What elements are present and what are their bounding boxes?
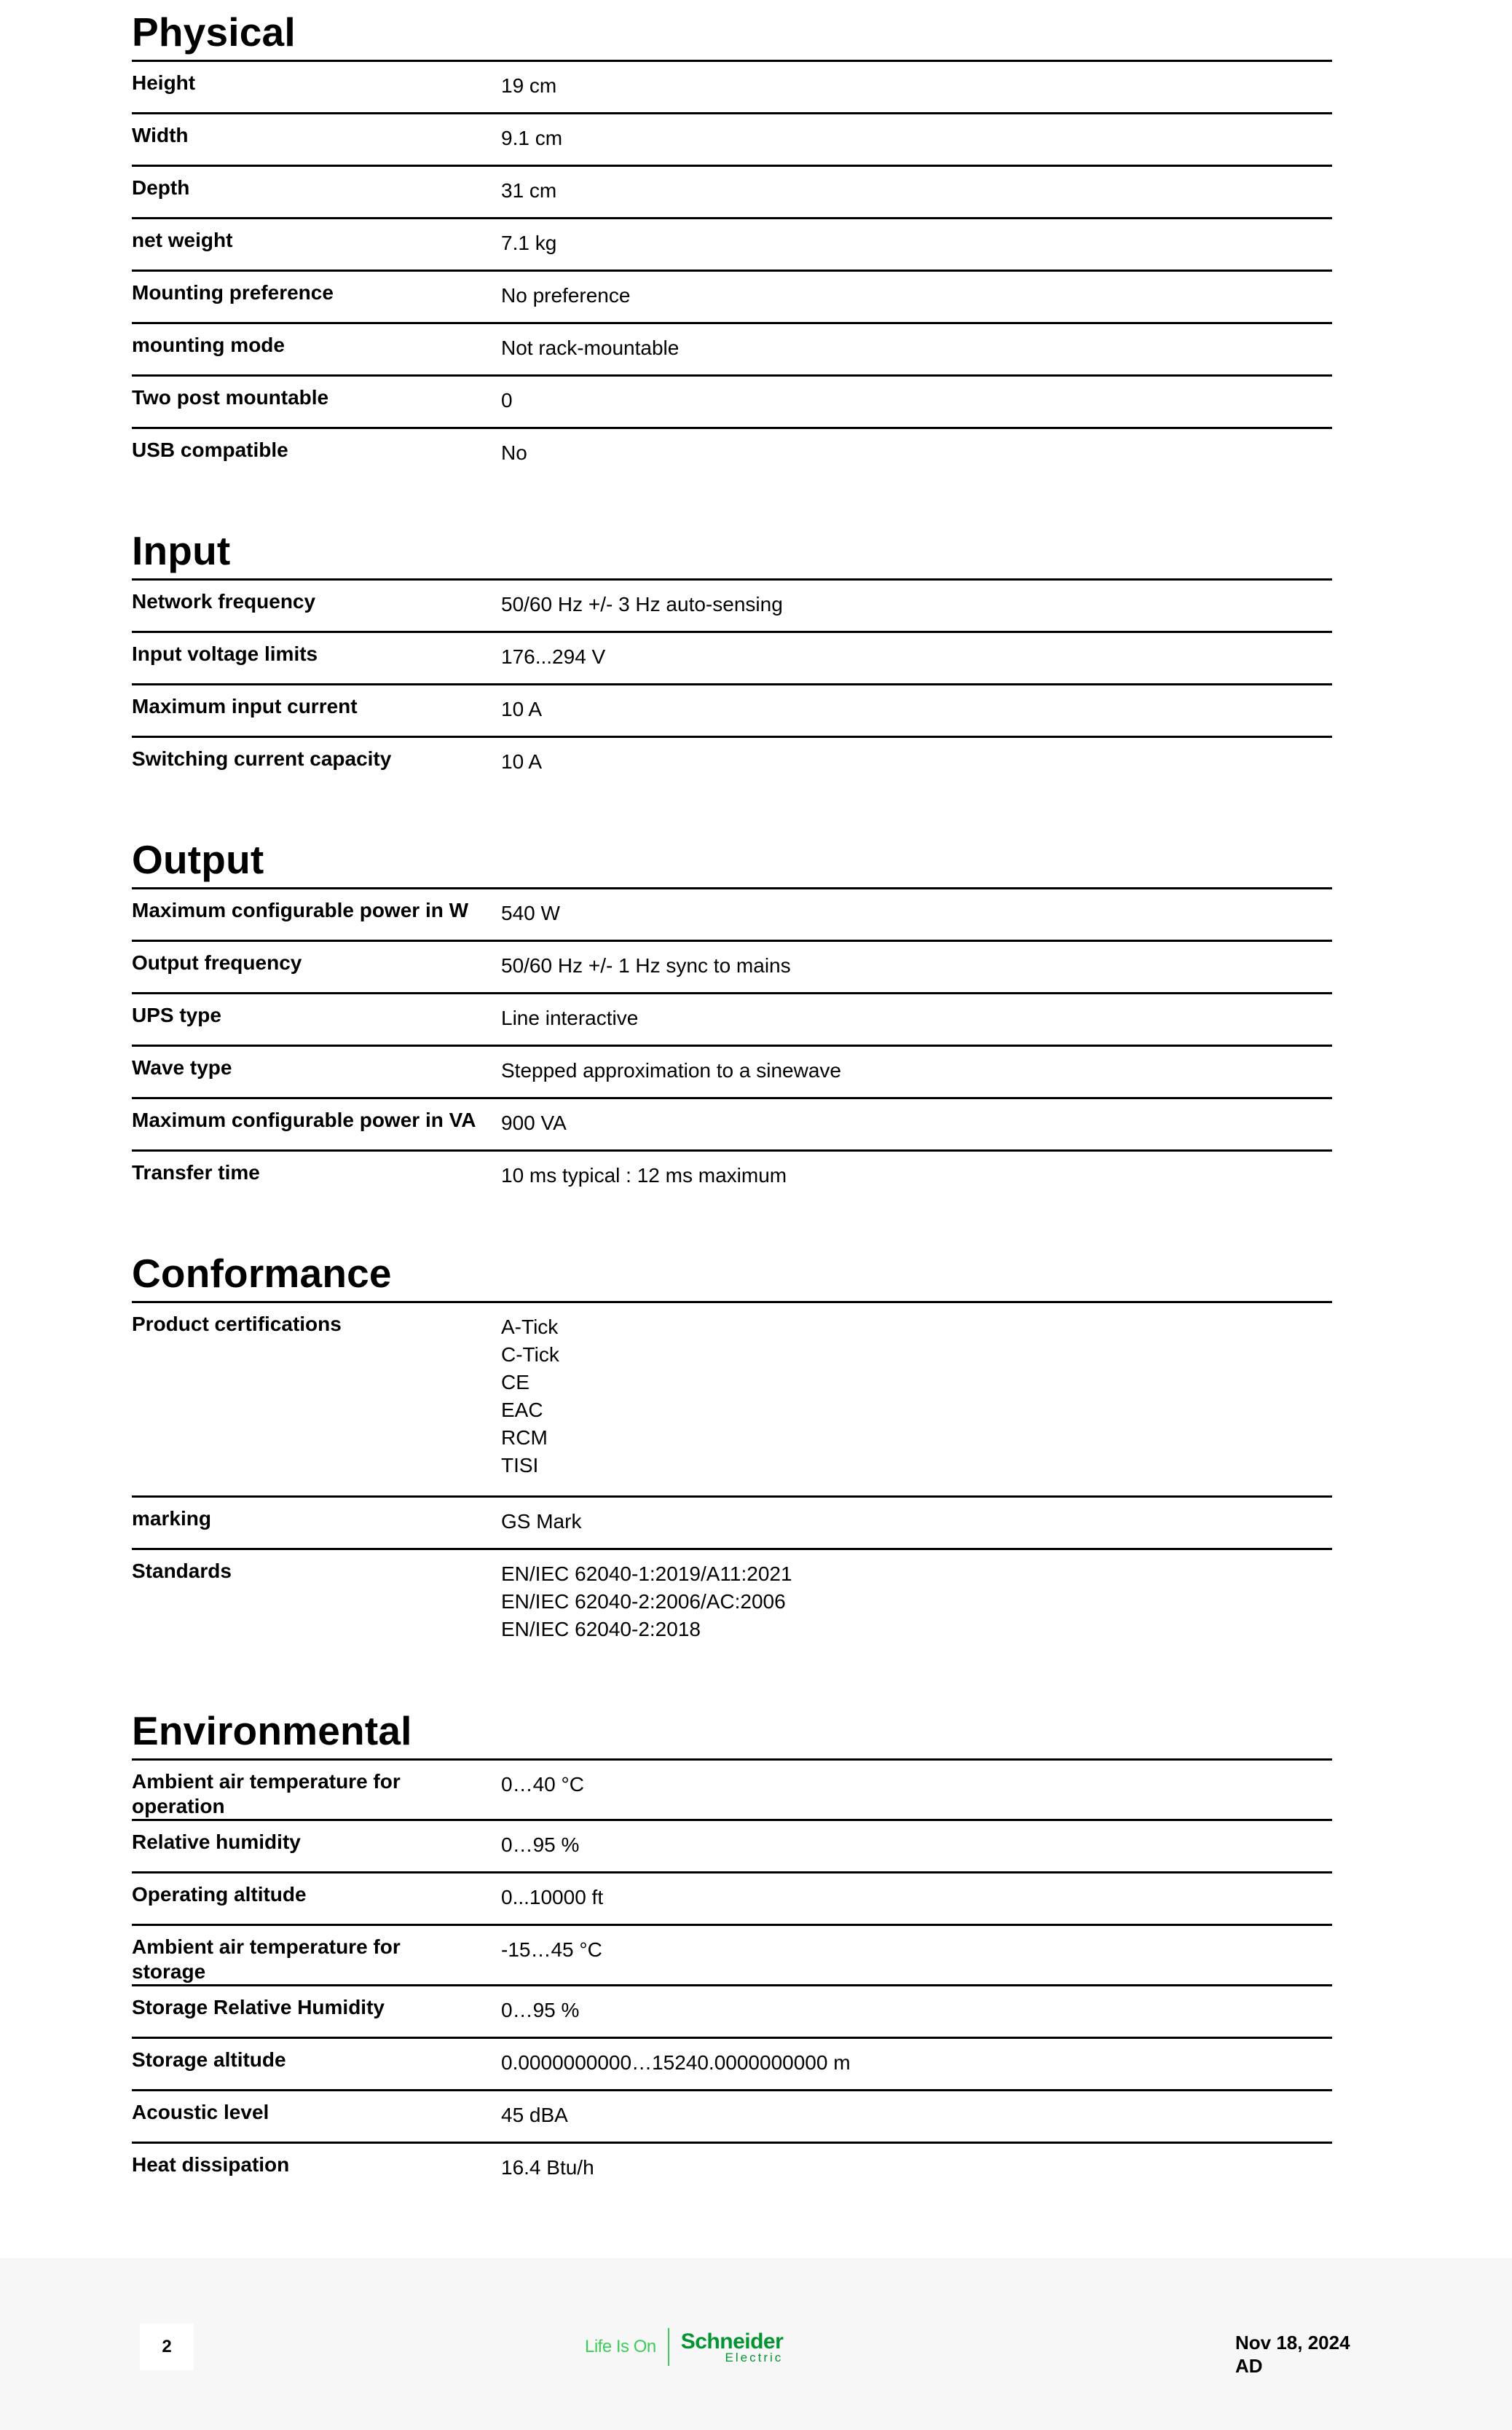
section-environmental xyxy=(132,1699,1332,2194)
spec-value xyxy=(501,1152,1332,1202)
spec-value xyxy=(501,2039,1332,2089)
spec-label: Maximum configurable power in W xyxy=(132,899,469,921)
spec-row xyxy=(132,374,1332,427)
spec-row xyxy=(132,992,1332,1045)
spec-value-line: Stepped approximation to a sinewave xyxy=(501,1059,841,1082)
spec-value-line: 16.4 Btu/h xyxy=(501,2156,594,2179)
spec-value-line: 0 xyxy=(501,389,513,412)
spec-value xyxy=(501,581,1332,631)
spec-value xyxy=(501,2091,1332,2142)
spec-row xyxy=(132,940,1332,992)
spec-value xyxy=(501,167,1332,217)
spec-value xyxy=(501,114,1332,165)
spec-label: Wave type xyxy=(132,1056,232,1079)
spec-label: Output frequency xyxy=(132,951,302,974)
spec-row xyxy=(132,322,1332,374)
spec-value xyxy=(501,738,1332,788)
spec-value xyxy=(501,889,1332,940)
spec-row xyxy=(132,2037,1332,2089)
spec-value-line: 50/60 Hz +/- 3 Hz auto-sensing xyxy=(501,593,783,616)
spec-value-line: GS Mark xyxy=(501,1510,582,1533)
sections-container xyxy=(132,0,1332,2194)
spec-value xyxy=(501,377,1332,427)
spec-label: Height xyxy=(132,71,196,94)
spec-label: Storage Relative Humidity xyxy=(132,1996,385,2018)
spec-value-line: EN/IEC 62040-1:2019/A11:2021 xyxy=(501,1562,792,1585)
section-physical xyxy=(132,0,1332,479)
spec-label: Standards xyxy=(132,1560,232,1582)
spec-value-line: 19 cm xyxy=(501,74,557,97)
spec-label: marking xyxy=(132,1507,211,1530)
spec-value-line: EN/IEC 62040-2:2018 xyxy=(501,1618,701,1640)
spec-value-line: A-Tick xyxy=(501,1316,559,1338)
page-footer xyxy=(0,2258,1512,2430)
spec-value xyxy=(501,1926,1332,1984)
page-number: 2 xyxy=(140,2324,194,2370)
spec-row xyxy=(132,270,1332,322)
spec-value xyxy=(501,1986,1332,2037)
spec-value xyxy=(501,219,1332,270)
schneider-logo xyxy=(681,2331,784,2364)
spec-row xyxy=(132,1819,1332,1871)
spec-row xyxy=(132,736,1332,788)
spec-label: Transfer time xyxy=(132,1161,260,1184)
spec-label: Depth xyxy=(132,176,190,199)
spec-value-line: C-Tick xyxy=(501,1343,559,1366)
spec-label: Switching current capacity xyxy=(132,747,392,770)
section-title: Physical xyxy=(132,9,296,55)
spec-label: Product certifications xyxy=(132,1313,342,1335)
spec-row xyxy=(132,2089,1332,2142)
spec-value-line: 900 VA xyxy=(501,1112,567,1134)
section-title: Output xyxy=(132,837,264,882)
spec-value xyxy=(501,1873,1332,1924)
spec-row xyxy=(132,1924,1332,1984)
spec-value-line: 0…40 °C xyxy=(501,1773,584,1796)
section-title: Environmental xyxy=(132,1708,412,1753)
spec-row xyxy=(132,1097,1332,1149)
spec-row xyxy=(132,1548,1332,1659)
brand-logo xyxy=(585,2325,783,2369)
spec-value-line: 0…95 % xyxy=(501,1999,580,2021)
author-initials: AD xyxy=(1235,2355,1263,2377)
spec-value xyxy=(501,429,1332,479)
spec-value xyxy=(501,1303,1332,1495)
spec-value-line: 0...10000 ft xyxy=(501,1886,604,1908)
spec-value-line: Not rack-mountable xyxy=(501,337,680,359)
spec-row xyxy=(132,578,1332,631)
section-title: Conformance xyxy=(132,1251,392,1296)
spec-value-line: 540 W xyxy=(501,902,560,924)
spec-row xyxy=(132,217,1332,270)
spec-label: Acoustic level xyxy=(132,2101,269,2123)
spec-value-line: 176...294 V xyxy=(501,645,606,668)
spec-label: Heat dissipation xyxy=(132,2153,290,2176)
tagline: Life Is On xyxy=(585,2337,656,2356)
spec-value xyxy=(501,685,1332,736)
section-spacer xyxy=(132,1659,1332,1699)
spec-value xyxy=(501,1550,1332,1659)
spec-row xyxy=(132,2142,1332,2194)
spec-row xyxy=(132,1149,1332,1202)
brand-name: Schneider xyxy=(680,2329,784,2354)
spec-value-line: 50/60 Hz +/- 1 Hz sync to mains xyxy=(501,954,791,977)
datasheet-content xyxy=(132,0,1332,2194)
spec-value-line: RCM xyxy=(501,1426,548,1449)
spec-value-line: CE xyxy=(501,1371,529,1393)
spec-label: Relative humidity xyxy=(132,1831,301,1853)
spec-row xyxy=(132,1495,1332,1548)
spec-value xyxy=(501,62,1332,112)
spec-label: Network frequency xyxy=(132,590,316,613)
spec-value xyxy=(501,1047,1332,1097)
spec-value-line: No preference xyxy=(501,284,631,307)
spec-value-line: 10 A xyxy=(501,750,543,773)
spec-value xyxy=(501,1761,1332,1819)
spec-row xyxy=(132,112,1332,165)
spec-value-line: 45 dBA xyxy=(501,2104,568,2126)
print-date: Nov 18, 2024 xyxy=(1235,2332,1350,2354)
spec-value xyxy=(501,272,1332,322)
spec-row xyxy=(132,1758,1332,1819)
spec-label: Operating altitude xyxy=(132,1883,307,1906)
footer-date-block xyxy=(1235,2331,1350,2378)
spec-value-line: 0…95 % xyxy=(501,1833,580,1856)
spec-value-line: -15…45 °C xyxy=(501,1938,602,1961)
spec-label: Ambient air temperature for operation xyxy=(132,1770,401,1817)
spec-value xyxy=(501,994,1332,1045)
spec-label: net weight xyxy=(132,229,233,251)
spec-value-line: Line interactive xyxy=(501,1007,639,1029)
spec-value-line: 10 A xyxy=(501,698,543,720)
spec-label: Two post mountable xyxy=(132,386,329,409)
spec-value-line: 10 ms typical : 12 ms maximum xyxy=(501,1164,787,1187)
spec-value xyxy=(501,1099,1332,1149)
spec-value xyxy=(501,633,1332,683)
brand-divider xyxy=(668,2328,669,2366)
spec-value xyxy=(501,2144,1332,2194)
section-spacer xyxy=(132,1202,1332,1241)
spec-row xyxy=(132,1871,1332,1924)
spec-value xyxy=(501,942,1332,992)
spec-value xyxy=(501,1498,1332,1548)
spec-value-line: 9.1 cm xyxy=(501,127,563,149)
spec-label: Input voltage limits xyxy=(132,642,318,665)
spec-value-line: No xyxy=(501,441,527,464)
spec-label: Mounting preference xyxy=(132,281,334,304)
spec-row xyxy=(132,60,1332,112)
section-spacer xyxy=(132,788,1332,827)
spec-row xyxy=(132,427,1332,479)
spec-value-line: TISI xyxy=(501,1454,539,1477)
spec-label: UPS type xyxy=(132,1004,221,1026)
brand-sub: Electric xyxy=(725,2350,784,2364)
spec-label: Storage altitude xyxy=(132,2048,286,2071)
spec-value-line: EN/IEC 62040-2:2006/AC:2006 xyxy=(501,1590,786,1613)
spec-row xyxy=(132,887,1332,940)
spec-label: Maximum input current xyxy=(132,695,358,717)
spec-row xyxy=(132,1301,1332,1495)
spec-row xyxy=(132,683,1332,736)
section-conformance xyxy=(132,1241,1332,1659)
spec-label: mounting mode xyxy=(132,334,285,356)
spec-value-line: EAC xyxy=(501,1399,543,1421)
section-spacer xyxy=(132,479,1332,519)
section-input xyxy=(132,519,1332,788)
spec-row xyxy=(132,165,1332,217)
spec-row xyxy=(132,1045,1332,1097)
spec-value-line: 7.1 kg xyxy=(501,232,557,254)
spec-label: Maximum configurable power in VA xyxy=(132,1109,476,1131)
spec-value-line: 31 cm xyxy=(501,179,557,202)
spec-label: Ambient air temperature for storage xyxy=(132,1935,401,1983)
spec-label: USB compatible xyxy=(132,439,288,461)
spec-value xyxy=(501,324,1332,374)
spec-row xyxy=(132,631,1332,683)
section-title: Input xyxy=(132,528,231,573)
section-output xyxy=(132,827,1332,1202)
spec-value xyxy=(501,1821,1332,1871)
spec-label: Width xyxy=(132,124,189,146)
spec-row xyxy=(132,1984,1332,2037)
spec-value-line: 0.0000000000…15240.0000000000 m xyxy=(501,2051,851,2074)
